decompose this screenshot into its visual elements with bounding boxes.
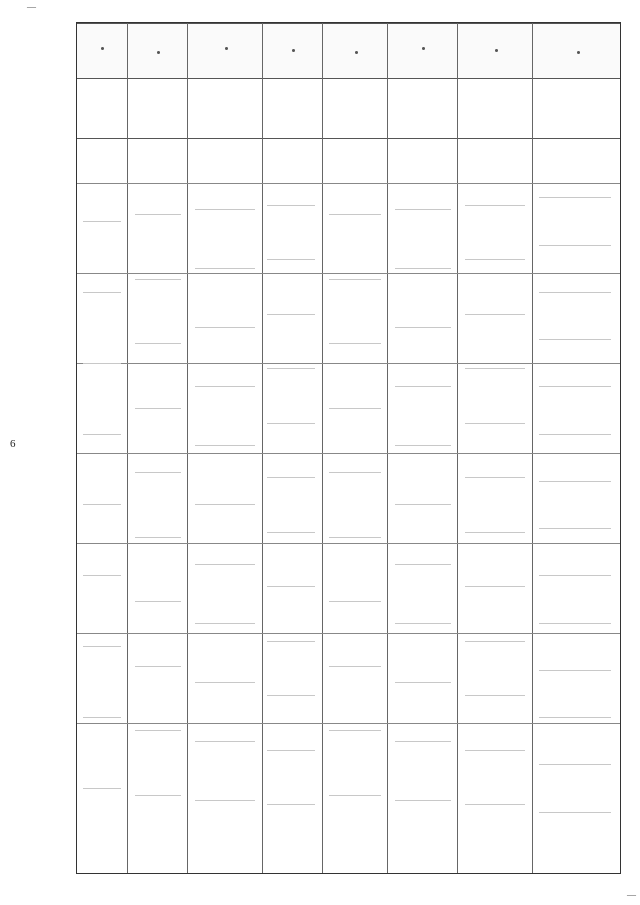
header-mark	[355, 51, 358, 54]
header-mark	[495, 49, 498, 52]
header-mark	[157, 51, 160, 54]
text-block	[135, 151, 181, 859]
page-number: 6	[10, 438, 16, 450]
header-mark	[225, 47, 228, 50]
text-block	[195, 151, 255, 859]
column-divider	[387, 23, 388, 873]
header-mark	[292, 49, 295, 52]
subheader-band	[77, 78, 620, 139]
column-divider	[187, 23, 188, 873]
text-block	[539, 151, 611, 859]
header-mark	[577, 51, 580, 54]
text-block	[465, 151, 525, 859]
text-block	[267, 151, 315, 859]
column-divider	[262, 23, 263, 873]
column-divider	[127, 23, 128, 873]
header-mark	[422, 47, 425, 50]
text-block	[329, 151, 381, 859]
header-mark	[101, 47, 104, 50]
column-divider	[457, 23, 458, 873]
edge-mark-bottom-right: —	[627, 890, 636, 900]
column-divider	[532, 23, 533, 873]
column-divider	[322, 23, 323, 873]
rotated-table-frame	[76, 22, 621, 874]
edge-mark-top-left: —	[27, 2, 36, 12]
text-block	[83, 151, 121, 859]
text-block	[395, 151, 451, 859]
